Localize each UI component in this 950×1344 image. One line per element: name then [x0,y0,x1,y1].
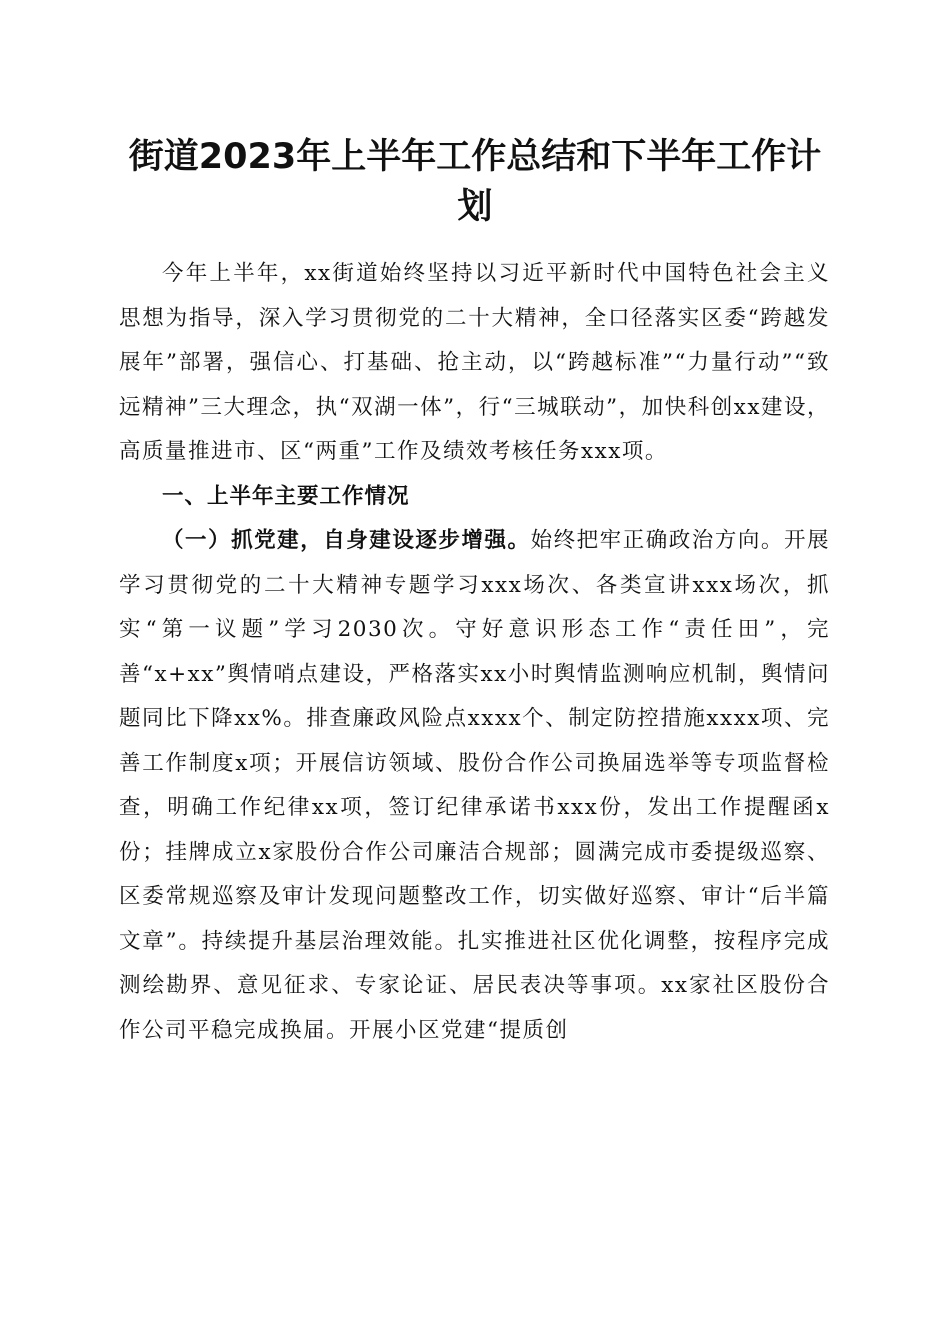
document-body [119,252,830,1053]
subsection-paragraph [119,519,830,1053]
document-title: 街道2023年上半年工作总结和下半年工作计划 [128,137,822,227]
intro-paragraph: 今年上半年，xx街道始终坚持以习近平新时代中国特色社会主义思想为指导，深入学习贯彻党的二十大精神，全口径落实区委“跨越发展年”部署，强信心、打基础、抢主动，以“跨越标准”“力量行动”“致远精神”三大理念，执“双湖一体”，行“三城联动”，加快科创xx建设，高质量推进市、区“两重”工作及绩效考核任务xxx项。 [119,261,830,464]
subsection-text: 始终把牢正确政治方向。开展学习贯彻党的二十大精神专题学习xxx场次、各类宣讲xxx场次，抓实“第一议题”学习2030次。守好意识形态工作“责任田”，完善“x+xx”舆情哨点建设，严格落实xx小时舆情监测响应机制，舆情问题同比下降xx%。排查廉政风险点xxxx个、制定防控措施xxxx项、完善工作制度x项；开展信访领域、股份合作公司换届选举等专项监督检查，明确工作纪律xx项，签订纪律承诺书xxx份，发出工作提醒函x份；挂牌成立x家股份合作公司廉洁合规部；圆满完成市委提级巡察、区委常规巡察及审计发现问题整改工作，切实做好巡察、审计“后半篇文章”。持续提升基层治理效能。扎实推进社区优化调整，按程序完成测绘勘界、意见征求、专家论证、居民表决等事项。xx家社区股份合作公司平稳完成换届。开展小区党建“提质创 [119,528,830,1043]
subsection-lead: （一）抓党建，自身建设逐步增强。 [162,528,531,553]
section-heading: 一、上半年主要工作情况 [162,483,410,509]
